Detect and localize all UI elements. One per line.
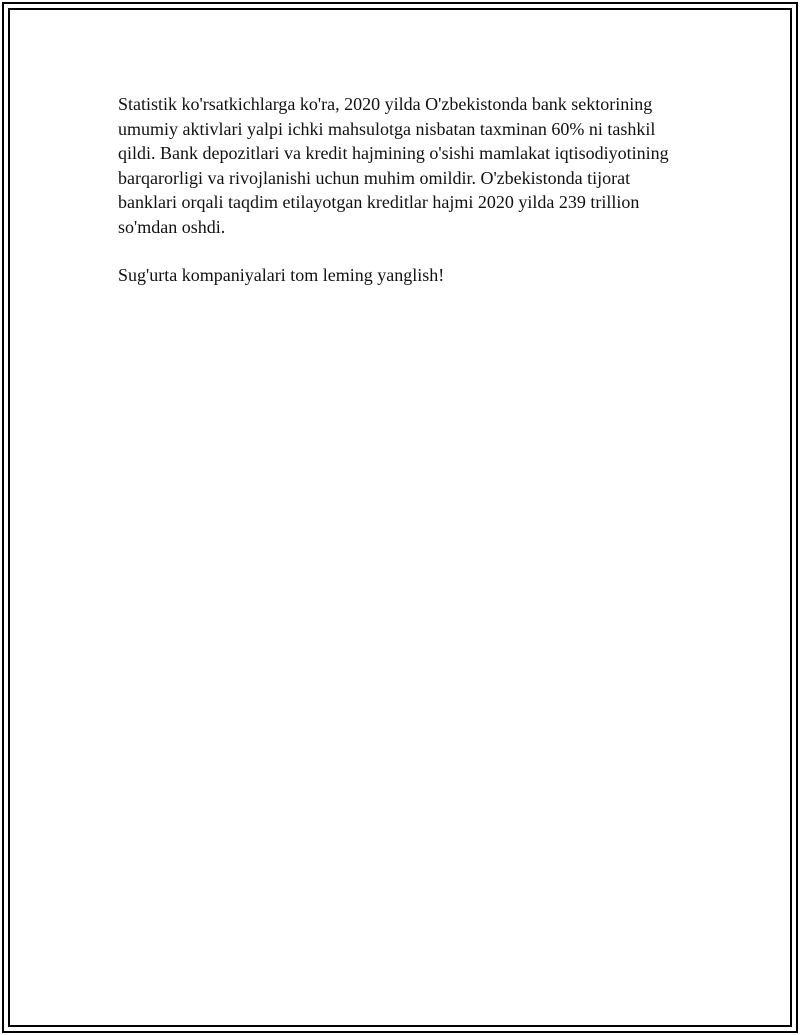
document-body bbox=[118, 92, 688, 312]
paragraph-insurance-note: Sug'urta kompaniyalari tom leming yanglish! bbox=[118, 265, 445, 285]
paragraph-banking-statistics: Statistik ko'rsatkichlarga ko'ra, 2020 yilda O'zbekistonda bank sektorining umumiy aktivlari yalpi ichki mahsulotga nisbatan taxminan 60% ni tashkil qildi. Bank depozitlari va kredit hajmining o'sishi mamlakat iqtisodiyotining barqarorligi va rivojlanishi uchun muhim omildir. O'zbekistonda tijorat banklari orqali taqdim etilayotgan kreditlar hajmi 2020 yilda 239 trillion so'mdan oshdi. bbox=[118, 94, 669, 237]
